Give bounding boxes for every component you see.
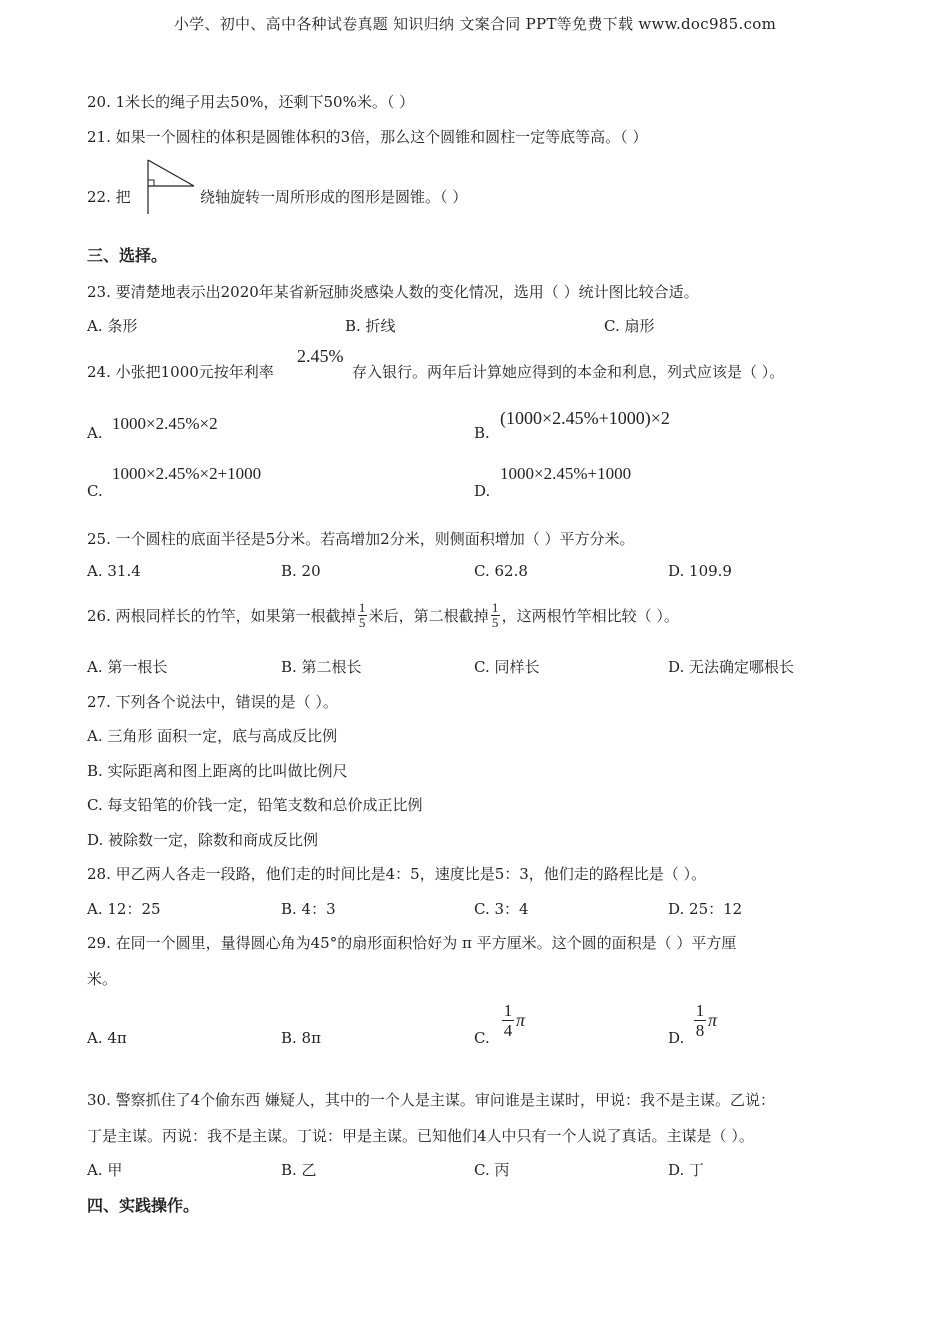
- pi-symbol: π: [516, 1010, 526, 1030]
- fraction-one-eighth: [694, 1001, 706, 1040]
- fraction-denominator: 5: [358, 614, 366, 630]
- question-24-text: 存入银行。两年后计算她应得到的本金和利息，列式应该是（ ）。: [352, 363, 785, 381]
- question-28: 28. 甲乙两人各走一段路，他们走的时间比是4：5，速度比是5：3，他们走的路程比是（ ）。: [87, 865, 707, 883]
- fraction-one-fifth: [491, 601, 500, 630]
- q23-option-a: A. 条形: [87, 317, 138, 335]
- fraction-denominator: 8: [695, 1021, 705, 1040]
- section-4-title: 四、实践操作。: [87, 1196, 200, 1215]
- q29-option-c-expr: [502, 1001, 525, 1040]
- question-29-line1: 29. 在同一个圆里，量得圆心角为45°的扇形面积恰好为 π 平方厘米。这个圆的面积是（ ）平方厘: [87, 934, 737, 952]
- q23-option-c: C. 扇形: [604, 317, 655, 335]
- right-triangle-figure: [140, 158, 200, 216]
- q24-option-b-expr: (1000×2.45%+1000)×2: [500, 408, 670, 428]
- q26-part3: ，这两根竹竿相比较（ ）。: [501, 606, 679, 625]
- q26-option-a: A. 第一根长: [87, 658, 168, 676]
- q25-option-b: B. 20: [281, 562, 321, 580]
- q24-option-c-label: C.: [87, 482, 103, 500]
- question-29-line2: 米。: [87, 970, 118, 988]
- q30-option-c: C. 丙: [474, 1161, 510, 1179]
- section-3-title: 三、选择。: [87, 246, 168, 265]
- right-angle-mark: [148, 180, 154, 186]
- question-27: 27. 下列各个说法中，错误的是（ ）。: [87, 693, 338, 711]
- fraction-denominator: 5: [491, 614, 499, 630]
- q28-option-b: B. 4：3: [281, 900, 336, 918]
- q27-option-c: C. 每支铅笔的价钱一定，铅笔支数和总价成正比例: [87, 796, 423, 814]
- question-30-line2: 丁是主谋。丙说：我不是主谋。丁说：甲是主谋。已知他们4人中只有一个人说了真话。主谋是（ ）。: [87, 1127, 754, 1145]
- q27-option-b: B. 实际距离和图上距离的比叫做比例尺: [87, 762, 348, 780]
- fraction-numerator: 1: [491, 599, 499, 615]
- pi-symbol: π: [708, 1010, 718, 1030]
- question-30-line1: 30. 警察抓住了4个偷东西 嫌疑人，其中的一个人是主谋。审问谁是主谋时，甲说：我不是主谋。乙说：: [87, 1091, 775, 1109]
- q28-option-a: A. 12：25: [87, 900, 161, 918]
- q28-option-d: D. 25：12: [668, 900, 743, 918]
- q26-part2: 米后，第二根截掉: [368, 606, 489, 625]
- interest-rate: 2.45%: [297, 346, 344, 366]
- q24-option-d-label: D.: [474, 482, 491, 500]
- q27-option-d: D. 被除数一定，除数和商成反比例: [87, 831, 319, 849]
- question-25: 25. 一个圆柱的底面半径是5分米。若高增加2分米，则侧面积增加（ ）平方分米。: [87, 530, 635, 548]
- fraction-numerator: 1: [695, 1001, 705, 1020]
- q30-option-a: A. 甲: [87, 1161, 123, 1179]
- q26-option-c: C. 同样长: [474, 658, 540, 676]
- q28-option-c: C. 3：4: [474, 900, 529, 918]
- q29-option-a: A. 4π: [87, 1029, 127, 1047]
- q24-option-c-expr: 1000×2.45%×2+1000: [112, 464, 262, 483]
- fraction-numerator: 1: [503, 1001, 513, 1020]
- q29-option-b: B. 8π: [281, 1029, 321, 1047]
- q25-option-d: D. 109.9: [668, 562, 732, 580]
- fraction-denominator: 4: [503, 1021, 513, 1040]
- q24-option-d-expr: 1000×2.45%+1000: [500, 464, 632, 483]
- q26-option-d: D. 无法确定哪根长: [668, 658, 795, 676]
- q26-option-b: B. 第二根长: [281, 658, 362, 676]
- fraction-numerator: 1: [358, 599, 366, 615]
- q27-option-a: A. 三角形 面积一定，底与高成反比例: [87, 727, 338, 745]
- triangle-hypotenuse: [148, 160, 194, 186]
- q25-option-c: C. 62.8: [474, 562, 528, 580]
- question-20: 20. 1米长的绳子用去50%，还剩下50%米。（ ）: [87, 93, 415, 111]
- q30-option-d: D. 丁: [668, 1161, 705, 1179]
- q29-option-d-expr: [694, 1001, 717, 1040]
- q29-option-c-label: C.: [474, 1029, 490, 1047]
- question-23: 23. 要清楚地表示出2020年某省新冠肺炎感染人数的变化情况，选用（ ）统计图比较合适。: [87, 283, 699, 301]
- question-21: 21. 如果一个圆柱的体积是圆锥体积的3倍，那么这个圆锥和圆柱一定等底等高。（ ）: [87, 128, 648, 146]
- q24-option-b-label: B.: [474, 424, 490, 442]
- fraction-one-fifth: [358, 601, 367, 630]
- q23-option-b: B. 折线: [345, 317, 396, 335]
- q30-option-b: B. 乙: [281, 1161, 317, 1179]
- question-22-text: 绕轴旋转一周所形成的图形是圆锥。（ ）: [200, 188, 468, 206]
- question-26: [87, 594, 679, 636]
- q25-option-a: A. 31.4: [87, 562, 141, 580]
- q24-option-a-expr: 1000×2.45%×2: [112, 414, 218, 433]
- fraction-one-quarter: [502, 1001, 514, 1040]
- page-header: 小学、初中、高中各种试卷真题 知识归纳 文案合同 PPT等免费下载 www.doc985.com: [173, 15, 777, 33]
- q29-option-d-label: D.: [668, 1029, 685, 1047]
- q26-part1: 26. 两根同样长的竹竿，如果第一根截掉: [87, 606, 356, 625]
- question-24-prefix: 24. 小张把1000元按年利率: [87, 363, 274, 381]
- q24-option-a-label: A.: [87, 424, 103, 442]
- question-22-prefix: 22. 把: [87, 188, 131, 206]
